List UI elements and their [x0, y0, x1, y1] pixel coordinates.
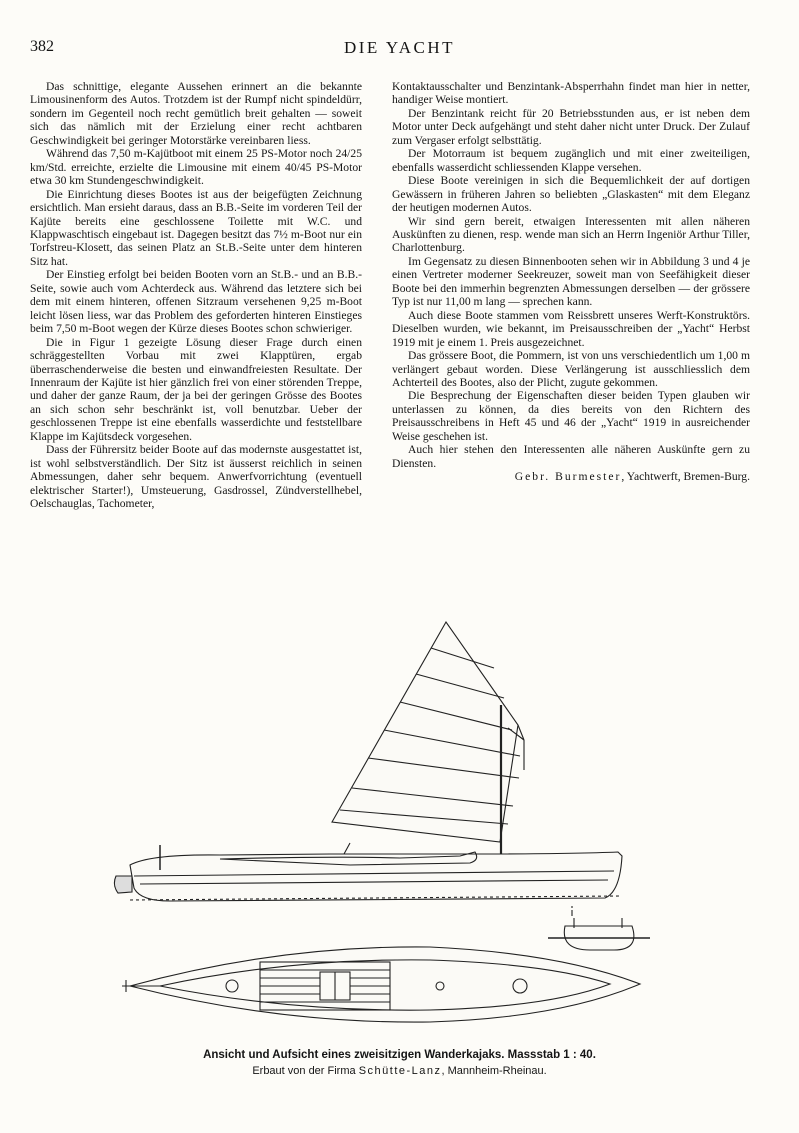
- page-number: 382: [30, 38, 54, 55]
- paragraph: Diese Boote vereinigen in sich die Bequemlichkeit der auf dortigen Gewässern in früheren Jahren so beliebten „Glaskasten“ mit dem Eleganz der heutigen modernen Autos.: [392, 174, 750, 215]
- paragraph: Im Gegensatz zu diesen Binnenbooten sehen wir in Abbildung 3 und 4 je einen Vertreter moderner Seekreuzer, soweit man von Seefähigkeit dieser Boote bei den immerhin begrenzten Abmessungen derselben — der grössere Typ ist nur 11,00 m lang — sprechen kann.: [392, 254, 750, 309]
- hull-section-view: [548, 906, 650, 950]
- paragraph: Auch hier stehen den Interessenten alle näheren Auskünfte gern zu Diensten.: [392, 443, 750, 470]
- paragraph: Die Besprechung der Eigenschaften dieser beiden Typen glauben wir unterlassen zu können, da dies bereits von den Richtern des Preisausschreibens in Heft 45 und 46 der „Yacht“ 1919 in ausreichender Weise geschehen ist.: [392, 389, 750, 443]
- credit-firm: Schütte-Lanz: [358, 1065, 442, 1077]
- hull-side-view: [114, 843, 622, 901]
- paragraph: Die Einrichtung dieses Bootes ist aus der beigefügten Zeichnung ersichtlich. Man ersieht daraus, dass an B.B.-Seite im vorderen Teil der Kajüte bereits eine geschlossene Toilette mit W.C. und Klappwaschtisch eingebaut ist. Dagegen besitzt das 7½ m-Boot nur ein Torfstreu-Klosett, das seinen Platz an St.B.-Seite unter dem hinteren Sitz hat.: [30, 187, 362, 268]
- left-column: [30, 80, 362, 511]
- paragraph: Kontaktausschalter und Benzintank-Absperrhahn findet man hier in netter, handiger Weise montiert.: [392, 80, 750, 107]
- signature-rest: , Yachtwerft, Bremen-Burg.: [621, 470, 750, 484]
- kayak-drawing: [100, 610, 720, 1040]
- credit-suffix: , Mannheim-Rheinau.: [441, 1065, 547, 1077]
- paragraph: Auch diese Boote stammen vom Reissbrett unseres Werft-Konstruktörs. Dieselben wurden, wie bekannt, im Preisausschreiben der „Yacht“ Herbst 1919 mit je einem 1. Preis ausgezeichnet.: [392, 308, 750, 349]
- credit-prefix: Erbaut von der Firma: [252, 1065, 359, 1077]
- right-column: [392, 80, 750, 484]
- signature: [392, 470, 750, 483]
- figure-caption: Ansicht und Aufsicht eines zweisitzigen Wanderkajaks. Massstab 1 : 40.: [203, 1049, 596, 1061]
- figure-credit: [0, 1065, 799, 1077]
- paragraph: Während das 7,50 m-Kajütboot mit einem 25 PS-Motor noch 24/25 km/Std. erreichte, erzielte die Limousine mit einem 40/45 PS-Motor etwa 30 km Stundengeschwindigkeit.: [30, 147, 362, 188]
- paragraph: Der Motorraum ist bequem zugänglich und mit einer zweiteiligen, ebenfalls wasserdicht schliessenden Klappe versehen.: [392, 147, 750, 174]
- paragraph: Das grössere Boot, die Pommern, ist von uns verschiedentlich um 1,00 m verlängert gebaut worden. Diese Verlängerung ist ausschliesslich dem Achterteil des Bootes, also der Plicht, zugute gekommen.: [392, 349, 750, 389]
- paragraph: Die in Figur 1 gezeigte Lösung dieser Frage durch einen schräggestellten Vorbau mit zwei Klapptüren, ergab überraschenderweise die besten und einwandfreiesten Resultate. Der Innenraum der Kajüte ist hier gänzlich frei von einer störenden Treppe, und daher der ganze Raum, der ja bei der geringen Grösse des Bootes an sich schon sehr beschränkt ist, voll benutzbar. Ueber der geschlossenen Treppe ist eine ebenfalls wasserdichte und feststellbare Klappe im Kajütsdeck vorgesehen.: [30, 335, 362, 443]
- running-title: DIE YACHT: [343, 38, 456, 57]
- sail-illustration: [332, 622, 524, 864]
- hull-plan-view: [122, 947, 640, 1022]
- paragraph: Das schnittige, elegante Aussehen erinnert an die bekannte Limousinenform des Autos. Trotzdem ist der Rumpf nicht spindeldürr, sondern im Gegenteil noch recht gemütlich breit gehalten — soweit sich das nämlich mit der Erzielung einer recht achtbaren Geschwindigkeit bei geringer Motorstärke vereinbaren liess.: [30, 80, 362, 147]
- paragraph: Der Benzintank reicht für 20 Betriebsstunden aus, er ist neben dem Motor unter Deck aufgehängt und steht daher nicht unter Druck. Der Zulauf zum Vergaser erfolgt selbsttätig.: [392, 106, 750, 147]
- paragraph: Dass der Führersitz beider Boote auf das modernste ausgestattet ist, ist wohl selbstverständlich. Der Sitz ist äusserst reichlich in seinen Abmessungen, daher sehr bequem. Anwerfvorrichtung (eventuell elektrischer Starter!), Umsteuerung, Gasdrossel, Zündverstellhebel, Oelschauglas, Tachometer,: [30, 443, 362, 511]
- signature-firm: Gebr. Burmester: [514, 470, 622, 484]
- paragraph: Wir sind gern bereit, etwaigen Interessenten mit allen näheren Auskünften zu dienen, resp. wende man sich an Herrn Ingeniör Arthur Tiller, Charlottenburg.: [392, 214, 750, 255]
- page-header: [0, 38, 799, 62]
- paragraph: Der Einstieg erfolgt bei beiden Booten vorn an St.B.- und an B.B.-Seite, sowie auch vom Achterdeck aus. Während das letztere sich bei dem mit einem hinteren, offenen Sitzraum versehenen 9,25 m-Boot leicht lösen liess, war das Problem des geforderten hinteren Einstieges beim 7,50 m-Boot wegen der Kürze dieses Bootes schon schwieriger.: [30, 268, 362, 336]
